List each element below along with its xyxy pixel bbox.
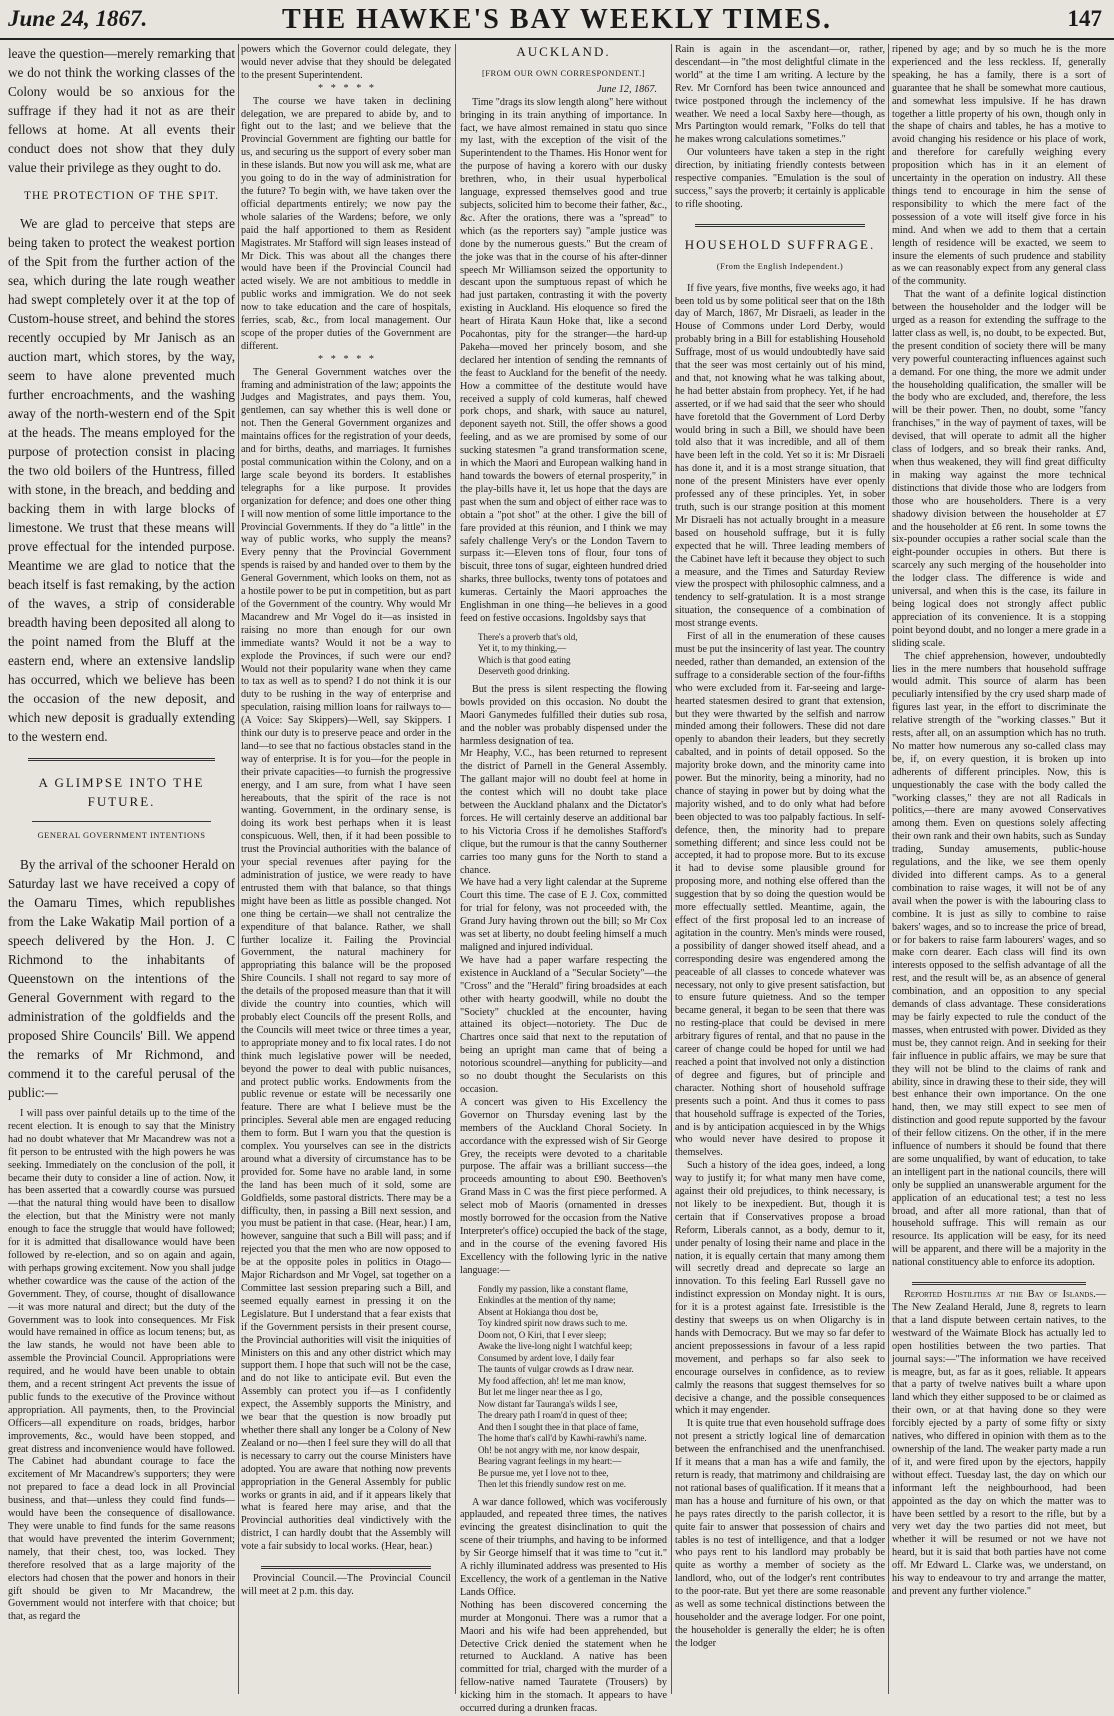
column-rule — [888, 44, 889, 1694]
article-paragraph: But the press is silent respecting the flowing bowls provided on this occasion. No doubt the Maori Ganymedes fulfilled their duties sub rosa, and the nobler was probably dispensed under the harmless designation of tea. Mr Heaphy, V.C., has been returned to represent the district of Parnell in the General Assembly. The gallant major will no doubt feel at home in the contest which will no doubt take place between the Auckland phalanx and the Dictator's forces. He will certainly deserve an additional bar to his Victoria Cross if he demolishes Stafford's clique, but the rumour is that the canny Southerner carries too many guns for the North to stand a chance. We have had a very light calendar at the Supreme Court this time. The case of E J. Cox, committed for trial for felony, was not proceeded with, the Grand Jury having thrown out the bill; so Mr Cox was set at liberty, no doubt feeling himself a much maligned and injured individual. We have had a paper warfare respecting the existence in Auckland of a "Secular Society"—the "Cross" and the "Herald" firing broadsides at each other with hearty goodwill, while no doubt the "Society" chuckled at the encounter, having attained its object—notoriety. The Duc de Chartres once said that next to the reputation of being an upright man came that of being a notorious scoundrel—anything for publicity—and so no doubt thought the Secularists on this occasion. A concert was given to His Excellency the Governor on Thursday evening last by the members of the Auckland Choral Society. In accordance with the expressed wish of Sir George Grey, the receipts were devoted to a charitable purpose. The affair was a brilliant success—the proceeds amounting to about £90. Beethoven's Grand Mass in C was the first piece performed. A select mob of Maoris (ornamented in dresses mostly borrowed for the occasion from the Native Interpreter's office) occupied the back of the stage, and in the course of the evening favored His Excellency with the following lyric in the native language:— — [460, 683, 667, 1276]
article-paragraph: First of all in the enumeration of these causes must be put the insincerity of last year. The country needed, rather than demanded, an extension of the suffrage to a considerable section of the four-fifths who were excluded from it. Far-seeing and large-hearted statesmen desired to grant that extension, but they were thwarted by the selfish and narrow minded among their followers. These did not dare openly to abandon their leaders, but they secretly cabalted, and in points of detail opposed. So the majority broke down, and the minority came into power. But the minority, being a minority, had no chance of staying in power but by doing what the majority wished, and to do only what had before been objected to was too palpably factious. In self-defence, then, the minority had to prepare something different; and since less could not be accepted, it had to propose more. But to its excuse it had to devise some plausible ground for proposing more, and nothing else offered than the suggestion that by so doing the question would be more effectually settled. Meantime, again, the effect of the first proposal led to an increase of agitation in the country. Men's minds were roused, a possibility of danger showed itself ahead, and a corresponding desire was engendered among the peaceable of all classes to concede whatever was necessary, not only to give present satisfaction, but to ensure future quietness. And so the temper became general, it began to be seen that there was no resting-place that could be devised in mere arbitrary figures of rental, and that no pause in the career of change could be hoped for until we had reached a point that involved not only a distinction of degree and figures, but of principle and character. Nothing short of household suffrage presents such a point. And thus it comes to pass that household suffrage is expected of the Tories, and is by anticipation acquiesced in by the Whigs who would never have desired to propose it themselves. — [675, 631, 885, 1159]
page-number: 147 — [1067, 6, 1102, 31]
article-paragraph: By the arrival of the schooner Herald on Saturday last we have received a copy of the Oamaru Times, which republishes from the Lake Wakatip Mail portion of a speech delivered by the Hon. J. C Richmond to the inhabitants of Queenstown on the intentions of the General Government with regard to the administration of the goldfields and the proposed Shire Councils' Bill. We append the remarks of Mr Richmond, and commend it to the careful perusal of the public:— — [8, 857, 235, 1100]
news-item-text: —The New Zealand Herald, June 8, regrets to learn that a land dispute between certain natives, to the westward of the Waimate Block has actually led to open hostilities between the two parties. That journal says:—"The information we have received is meagre, but, as far as it goes, reliable. It appears that a party of twelve natives built a whare upon land which they either supposed to be or claimed as their own, or at that having done so they were forcibly ejected by a party of some fifty or sixty natives, who differed in opinion with them as to the ownership of the land. The weaker party made a run of it, and were fired upon by the ejectors, happily without effect. Tuesday last, the day on which our informant left the neighbourhood, had been appointed as the day on which the matter was to have been settled by a resort to the rifle, but by a very wet day the two parties did not meet, but whether it will be resumed or not we have not heard, but it is said that both parties have not come off. Mr Edward L. Clarke was, we understand, on his way to endeavour to try and arrange the matter, and prevent any further violence." — [892, 1289, 1106, 1597]
article-paragraph: The General Government watches over the framing and administration of the law; appoints the Judges and Magistrates, and pays them. You, gentlemen, can say whether this is well done or not. Then the General Government organizes and maintains offices for the registration of your deeds, and for births, deaths, and marriages. It furnishes postal communication within the Colony, and on a large scale beyond its borders. It establishes telegraphs for a like purpose. It provides organization for defence; and does one other thing I will now mention of some little importance to the Provincial Governments. If they do "a little" in the way of public works, who supply the means? Every penny that the Provincial Government spends is raised by and handed over to them by the General Government, which looks on them, not as a hostile power to be put in competition, but as part of the Government of the country. Why would Mr Macandrew and Mr Vogel do it—as insisted in raising no more than enough for our own immediate wants? Would it not be a way to explode the Provinces, if such were our end? Would not their popularity wane when they came to tax as well as to spend? I do not think it is our duty to be rushing in the way of enterprise and speculation, raising million loans for railways to—(A Voice: Say Skippers)—Well, say Skippers. I think our duty is to preserve peace and order in the land—to see that no factious obstacles stand in the way of enterprise. It is for you—for the people in their private capacities—to furnish the progressive energy, and I am sure, from what I have seen hereabouts, that the spirit of the race is not wanting. Government, in the ordinary sense, is doing its work best perhaps when it is least conspicuous. Well, then, if it had been possible to trust the Provincial authorities with the balance of your special revenues after paying for the administration of justice, we were ready to have entrusted them with that balance, so that things might have been as little as possible changed. Not one thing be certain—we shall not centralize the expenditure of that balance. Rather, we shall further localize it. Failing the Provincial Government, the natural machinery for appropriating this balance will be the proposed Shire Councils. I shall not regard to say more of the details of the proposed measure than that it will divide the country into counties, which will probably elect Councils off the present Rolls, and the Councils will meet twice or three times a year, to appropriate money and to fix local rates. I do not think much legislative power will be needed, beyond the power to deal with public nuisances, and protect public works. Endowments from the public revenue or estate will be necessarily one feature. There are what I believe must be the principles. Several able men are engaged reducing them to form. But I warn you that the question is complex. You yourselves can see in the districts around what a diversity of circumstance has to be provided for. Some have no arable land, in some the land has been much of it sold, some are Goldfields, some pastoral districts. There may be a difficulty, then, in passing a Bill next session, and you must be patient in that case. (Hear, hear.) I am, however, sanguine that such a Bill will pass; and if rejected you that the men who are now opposed to be at the opposite poles in politics in Otago—Major Richardson and Mr Vogel, sat together on a Committee last session preparing such a Bill, and seemed equally earnest in pressing it on the Legislature. But I understand that a fear exists that if the Government persists in their present course, the Provincial authorities will visit the iniquities of Ministers on this and any other district which may support them. I hope that such will not be the case, and do not like to anticipate evil. But even the Assembly can protect you if—as I confidently expect, the Assembly supports the Ministry, and we bear that the question is now broadly put whether there shall any longer be a Colony of New Zealand or no—then I feel sure they will do all that is necessary to carry out the course Ministers have adopted. You are aware that nothing now prevents appropriation in the General Assembly for public works or grants in aid, and if it appears likely that what is feared here may arise, and that the Provincial authorities deal vindictively with the district, I can hardly doubt that the Assembly will vote a fair subsidy to local works. (Hear, hear.) — [241, 366, 451, 1553]
article-paragraph: It is quite true that even household suffrage does not present a strictly logical line of demarcation between the enfranchised and the unenfranchised. If it means that a man has a wife and family, the return is ready, that matrimony and childraising are not rational bases of qualification. If it means that a man has a house and furniture of his own, or that he pays rates directly to the parish collector, it is quite fair to answer that possession of chairs and tables is no test of intelligence, and that a lodger who pays rent to his landlord may probably be quite as worthy a member of society as the landlord, who, out of the lodger's rent contributes to the poor-rate. But yet there are some reasonable as well as some technical distinctions between the householder and the average lodger. For one point, the householder is generally the elder; he is often the lodger — [675, 1418, 885, 1649]
article-paragraph: We are glad to perceive that steps are being taken to protect the weakest portion of the Spit from the further action of the sea, which during the late rough weather had swept completely over it at the top of Custom-house street, and behind the stores recently occupied by Mr Janisch as an auction mart, which stores, by the way, seem to have alone prevented much further encroachments, and the washing away of the north-western end of the Spit at the heads. The means employed for the purpose of protection consist in placing the two old boilers of the Huntress, filled with stone, in the breach, and bedding and backing them in with large blocks of limestone. We trust that these means will prove effectual for the intended purpose. Meantime we are glad to notice that the beach itself is fast remaking, by the action of the waves, a strip of considerable breadth having been deposited all along to the point named from the Bluff at the eastern end, where an extensive landslip has occurred, which we believe has been the occasion of the new deposit, and which new deposit is gradually extending to the western end. — [8, 216, 235, 744]
article-heading: A GLIMPSE INTO THE FUTURE. — [38, 775, 205, 809]
news-item-heading: Reported Hostilities at the Bay of Islands. — [904, 1289, 1096, 1301]
column-rule — [455, 44, 456, 1694]
column-5 — [892, 44, 1106, 1692]
section-divider — [261, 1566, 431, 1569]
article-heading: AUCKLAND. — [516, 44, 611, 59]
article-paragraph: powers which the Governor could delegate, they would never advise that they should be delegated to the present Superintendent. — [241, 44, 451, 81]
news-item: Provincial Council.—The Provincial Council will meet at 2 p.m. this day. — [241, 1573, 451, 1597]
column-1 — [8, 44, 235, 1692]
section-divider — [912, 1282, 1086, 1285]
section-divider — [32, 821, 211, 822]
ornament: * * * * * — [317, 82, 375, 94]
article-subheading: GENERAL GOVERNMENT INTENTIONS — [37, 830, 206, 840]
column-3 — [460, 44, 667, 1715]
column-4 — [675, 44, 885, 1692]
article-paragraph: If five years, five months, five weeks ago, it had been told us by some political seer that on the 18th day of March, 1867, Mr Disraeli, as leader in the House of Commons under Lord Derby, would probably bring in a Bill for establishing Household Suffrage, most of us would undoubtedly have said that the seer was most certainly out of his mind, and that, not knowing what he was talking about, he had better abstain from prophecy. Yet, if he had asserted, or if we had said that the seer who should have foretold that the Government of Lord Derby would bring in such a Bill, we should have been told also that it was incredible, and all of them have been left in the cold. Yet so it is: Mr Disraeli has done it, and it is a most strange situation, that none of the present Ministers have ever openly professed any of these principles. Yet, in sober truth, such is our strange position at this moment Mr Disraeli has not actually brought in a measure based on household suffrage, but it is fully expected that he will. Three leading members of the Cabinet have left it because they object to such a measure, and the Times and Saturday Review view the prospect with philosophic calmness, and a tendency to self-gratulation. It is a most strange situation, the consequence of a combination of most strange events. — [675, 282, 885, 630]
news-item — [892, 1289, 1106, 1599]
section-divider — [695, 224, 865, 227]
article-paragraph: A war dance followed, which was vociferously applauded, and repeated three times, the natives evincing the greatest disinclination to quit the scene of their triumphs, and having to be informed by Sir George himself that it was time to "cut it." A richly illuminated address was presented to His Excellency, the work of a gentleman in the Native Lands Office. Nothing has been discovered concerning the murder at Mongonui. There was a rumor that a Maori and his wife had been apprehended, but Detective Crick denied the statement when he returned to Auckland. A native has been committed for trial, charged with the murder of a fellow-native named Tauratete (Trousers) by kicking him in the stomach. It appears to have occurred during a drunken fracas. — [460, 1496, 667, 1715]
column-rule — [238, 44, 239, 1694]
article-paragraph: I will pass over painful details up to the time of the recent election. It is enough to say that the Ministry had no doubt whatever that Mr Macandrew was not a fit person to be entrusted with the high powers he was seeking. Immediately on the conclusion of the poll, it became their duty to consider a line of action. Now, it has been asserted that a cowardly course was pursued—that the natural thing would have been to disallow the election, but that the Ministry were not manly enough to face the struggle that would have followed; for it is admitted that disallowance would have been followed by re-election, and so on again and again, with perhaps growing excitement. Now you shall judge whether cowardice was the cause of the action of the Government. They, of course, thought of disallowance—it was more natural and direct; but the duty of the Government was to look into consequences. Mr Fisk would have remained in office as locum tenens; but, as the law stands, he would not have been able to assemble the Provincial Council. Appropriations were required, and he would have been unable to obtain them, and a recent stringent Act prevents the issue of public funds to the executive of the Province without appropriation. All payments, then, to the Provincial Officers—all expenditure on roads, bridges, harbor improvements, &c., would have been stopped, and great distress and inconvenience would have followed. The Cabinet had abundant courage to face the excitement of Mr Macandrew's supporters; they were not prepared to face a dead lock in all Provincial business, and that—unless they could find funds—would have been the consequence of disallowance. They were unable to find funds for the same reasons that would have prevented the interim Government; namely, that their chest, too, was locked. They therefore resolved that as a large majority of the electors had chosen that the power and honors in their gift should be given to Mr Macandrew, the Government would not interfere with that choice; but that, as regard the — [8, 1108, 235, 1623]
column-2 — [241, 44, 451, 1692]
dateline: June 12, 1867. — [597, 83, 657, 95]
article-heading: HOUSEHOLD SUFFRAGE. — [684, 236, 876, 252]
article-paragraph: The chief apprehension, however, undoubtedly lies in the mere numbers that household suffrage would admit. This source of alarm has been peculiarly intensified by the cry used sharp made of figures last year, in the effort to discriminate the relative strength of the "working classes." But it rests, after all, on an assumption which has no truth. No matter how numerous any so-called class may be, if, on every question, it is broken up into adherents of different principles. Now, this is unquestionably the case with the body called the "working classes," they are not all Radicals in politics,—there are many avowed Conservatives among them. Even on questions solely affecting their own rank and their own habits, such as Sunday trading, Sunday amusements, public-house regulations, and the like, we see them openly divided into different camps. As to a general combination to raise wages, it will not be of any avail when the power is with the labouring class to combine. It is just as silly to combine to raise bakers' wages, and so to increase the price of bread, or for bakers to raise farm labourers' wages, and so make corn dearer. Each class will find its own interests opposed to the selfish advantage of all the rest, and the result will be, as an absence of general combination, and an opposition to any special demands of class advantage. These considerations may be fairly expected to rule the conduct of the masses, when entrusted with power. Divided as they must be, they cannot reign. And in seeking for their fair influence in public affairs, we may be sure that they will not be blind to the claims of rank and ability, since in drawing these to their side, they will best enhance their own importance. On the one hand, then, we may still expect to see men of distinction and good repute supported by the favour of their fellow citizens. On the other, if in the mere influence of numbers it should be found that there are some unqualified, by want of education, to take an intelligent part in the national councils, there will only be supplied an unanswerable argument for the application of an educational test; a test no less broad, and after all more rational, than that of household suffrage. This will remain as our resource. Its application will be easy, for its need will be apparent, and there will be a majority in the national constituency able to enforce its adoption. — [892, 650, 1106, 1269]
article-paragraph: That the want of a definite logical distinction between the householder and the lodger will be urged as a reason for extending the suffrage to the latter class as well, is, no doubt, to be expected. But, the present condition of society there will be many very powerful counteracting influences against such a demand. For one thing, the more we admit under the householding qualification, the smaller will be the body who are excluded, and, therefore, the less will be their power. Then, no doubt, some "fancy franchises," in the way of payment of taxes, will be devised, that will operate to admit all the higher class of lodgers, and so break their ranks. And, when thus weakened, they will find great difficulty in making way against the more technical distinctions that divide those who are lodgers from those who are householders. There is a very shadowy division between the householder at £7 and the householder at £6 rent. In some towns the six-pounder occupies a rather social scale than the eight-pounder occupies in others. But there is scarcely any such merging of the householder into the lodger class. The difference is wide and universal, and when this is the case, its failure in being logical does not strongly affect public appreciation of its convenience. It is a stopping point beyond doubt, and no longer a mere grade in a sliding scale. — [892, 289, 1106, 649]
masthead — [0, 0, 1114, 40]
ornament: * * * * * — [317, 353, 375, 365]
column-rule — [671, 44, 672, 1694]
article-heading: THE PROTECTION OF THE SPIT. — [24, 190, 219, 202]
article-paragraph: Rain is again in the ascendant—or, rather, descendant—in "the most delightful climate in the world" at the time I am writing. A lecture by the Rev. Mr Cornford has been twice announced and twice postponed through the inclemency of the weather. We need a local Saxby here—though, as Mrs Partington would remark, "Folks do tell that he makes wrong calculations sometimes." — [675, 44, 885, 146]
article-paragraph: The course we have taken in declining delegation, we are prepared to abide by, and to fight out to the last; and we believe that the Provincial Government are fighting our battle for us, and securing us the support of every sober man in these islands. But now you will ask me, what are you going to do in the way of administration for the future? To begin with, we have taken over the official departments entirely; we now pay the whole salaries of the Wardens; before, we only paid the half apportioned to them as Resident Magistrates. Mr Stafford will sign leases instead of Mr Dick. This was about all the changes there would have been if the Provincial Council had acted wisely. We are not ambitious to meddle in public works and immigration. We do not seek now to take education and the care of hospitals, ferries, scab, &c., from local management. Our scope of the proper duties of the Government are different. — [241, 95, 451, 352]
article-paragraph: Such a history of the idea goes, indeed, a long way to justify it; for what many men have come, against their old prejudices, to think necessary, is not likely to be inexpedient. But, though it is certain that if Conservatives propose a broad Reform, Liberals cannot, as a body, demur to it, under penalty of losing their name and place in the nation, it is equally certain that many among them will secretly dread and deprecate so large an innovation. To this feeling Earl Russell gave no indistinct expression on Monday night. It is ours, for it is a protest against fate. Irresistible is the destiny that sweeps us on when Oligarchy is in hands with Democracy. But we may so far defer to ancient prepossessions in favour of a less rapid movement, and perhaps so far also seek to encourage ourselves in confidence, as to review calmly the reasons that suggest themselves for so decisive a change, and the possible consequences which it may engender. — [675, 1160, 885, 1417]
article-subheading: (From the English Independent.) — [716, 260, 844, 271]
article-paragraph: leave the question—merely remarking that we do not think the working classes of the Colony would be so anxious for the suffrage if they had it not as are their fellows at home. At all events their conduct does not show that they duly value their privilege as they ought to do. — [8, 46, 235, 175]
section-divider — [28, 758, 215, 761]
verse: There's a proverb that's old, Yet it, to my thinking,— Which is that good eating Deserveth good drinking. — [478, 631, 578, 677]
issue-date: June 24, 1867. — [8, 6, 148, 31]
article-paragraph: Time "drags its slow length along" here without bringing in its train anything of importance. In fact, we have almost remained in statu quo since my last, with the exception of the visit of the Superintendent to the Thames. His Honor went for the purpose of having a korero with our dusky brethren, who, in their usual hyperbolical language, expressed themselves good and true subjects, solicited him to become their father, &c., &c. After the orations, there was a "spread" to which (as the reporters say) "ample justice was done by the numerous guests." But the cream of the joke was that in the course of his after-dinner speech Mr Williamson seized the opportunity to descant upon the sumptuous repast of which he had just partaken, contrasting it with the poverty existing in Auckland. His eloquence so fired the heart of Hirata Kaun Hoke that, like a second Pocahontas, pity for the stranger—the hard-up Pakeha—moved her princely bosom, and she declared her intention of sending the remnants of the feast to Auckland for the benefit of the needy. How a committee of the destitute would have received a supply of cold kumeras, half chewed pork chops, and shark, with sauce au naturel, deponent sayeth not. Still, the offer shows a good feeling, and as we are promised by some of our sucking statesmen "a grand transformation scene, in which the Maori and European walking hand in hand towards the bowers of eternal prosperity," in the play-bills have it, let us hope that the days are past when the sum and object of either race was to obtain a "pot shot" at the other. I give the bill of fare provided at this réunion, and I think we may safely challenge Very's or the London Tavern to surpass it:—Eleven tons of flour, four tons of biscuit, three tons of sugar, eighteen hundred dried sharks, three bullocks, twenty tons of potatoes and kumeras. Certainly the Maori approaches the Englishman in one thing—he believes in a good feed on festive occasions. Ingoldsby says that — [460, 96, 667, 624]
article-subheading: [FROM OUR OWN CORRESPONDENT.] — [481, 67, 646, 78]
article-paragraph: Our volunteers have taken a step in the right direction, by initiating friendly contests between respective companies. "Emulation is the soul of success," says the proverb; it certainly is applicable to rifle shooting. — [675, 147, 885, 210]
lyric: Fondly my passion, like a constant flame, Enkindles at the mention of thy name; Absent at Hokianga thou dost be, Toy kindred spirit now draws such to me. Doom not, O Kiri, that I ever sleep; Awake the live-long night I watchful keep; Consumed by ardent love, I daily fear The taunts of vulgar crowds as I draw near. My food affection, ah! let me man know, But let me linger near thee as I go, Now distant far Tauranga's wilds I see, The dreary path I roam'd in quest of thee; And then I sought thee in that place of fame, The home that's call'd by Kawhi-rawhi's name. Oh! be not angry with me, nor know despair, Bearing vagrant feelings in my heart:— Be pursue me, yet I love not to thee, Then let this friendly sundow rest on me. — [478, 1283, 647, 1490]
article-paragraph: ripened by age; and by so much he is the more experienced and the less reckless. If, generally speaking, he has a family, there is a sort of guarantee that he shall be somewhat more cautious, and somewhat less impulsive. If he has drawn together a little property of his own, though only in the shape of chairs and tables, he has a motive to avoid changing his residence or his place of work, and therefore for carefully weighing every proposition which has in it an element of uncertainty in the operation on industry. All these things tend to encourage in him the sense of responsibility to which the mere fact of the possession of a vote will itself give force in his mind. And when we add to them that a certain length of residence will be exacted, we seem to insure the elements of such prudence and stability as we can reasonably expect from any general class of the community. — [892, 44, 1106, 288]
newspaper-title: THE HAWKE'S BAY WEEKLY TIMES. — [282, 4, 832, 35]
